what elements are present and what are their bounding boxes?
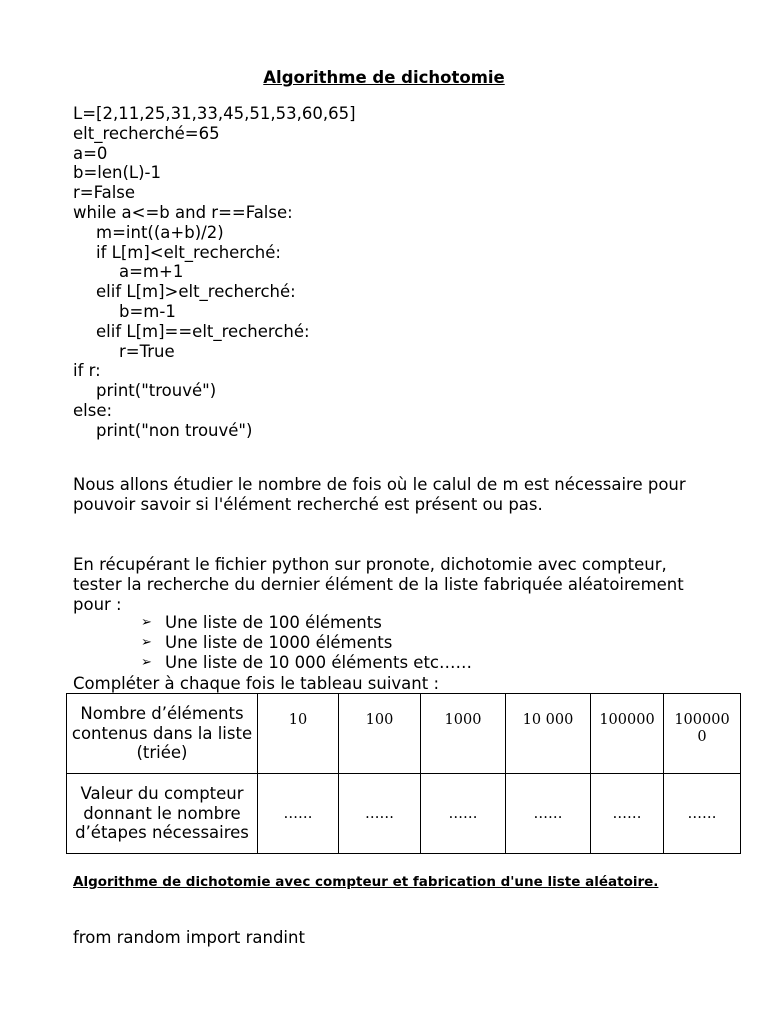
size-cell: 100000 [591, 694, 664, 774]
code-line: b=m-1 [119, 301, 176, 321]
code-line: while a<=b and r==False: [73, 202, 293, 222]
code-line: elif L[m]>elt_recherché: [96, 282, 296, 302]
code-line: if L[m]<elt_recherché: [96, 242, 281, 262]
code-line: m=int((a+b)/2) [96, 222, 224, 242]
paragraph-intro: Nous allons étudier le nombre de fois où le calul de m est nécessaire pour pouvoir savoir si l'élément recherché est présent ou pas. [73, 475, 686, 514]
code-line: elif L[m]==elt_recherché: [96, 321, 310, 341]
bullet-list [141, 613, 472, 673]
code-line: elt_recherché=65 [73, 123, 220, 143]
size-cell: 10 000 [506, 694, 591, 774]
size-cell: 10 [258, 694, 339, 774]
code-line: r=True [119, 341, 175, 361]
results-table [66, 693, 741, 854]
answer-cell[interactable]: …… [591, 774, 664, 854]
arrow-bullet-icon: ➢ [141, 654, 152, 670]
size-cell-wrapped [664, 694, 741, 774]
code-line: print("trouvé") [96, 381, 217, 401]
bullet-item [141, 633, 472, 653]
document-title: Algorithme de dichotomie [263, 68, 505, 87]
paragraph-instructions: En récupérant le fichier python sur pronote, dichotomie avec compteur, tester la recherche du dernier élément de la liste fabriquée aléatoirement pour : [73, 555, 684, 614]
code-line: a=0 [73, 143, 108, 163]
code-line: else: [73, 400, 113, 420]
row-label-counter: Valeur du compteur donnant le nombre d’étapes nécessaires [67, 774, 258, 854]
answer-cell[interactable]: …… [421, 774, 506, 854]
answer-cell[interactable]: …… [339, 774, 421, 854]
row-label-sizes: Nombre d’éléments contenus dans la liste (triée) [67, 694, 258, 774]
answer-cell[interactable]: …… [664, 774, 741, 854]
size-cell: 100 [339, 694, 421, 774]
table-instruction: Compléter à chaque fois le tableau suivant : [73, 674, 440, 693]
code-line: L=[2,11,25,31,33,45,51,53,60,65] [73, 104, 356, 123]
answer-cell[interactable]: …… [506, 774, 591, 854]
bullet-item [141, 653, 472, 673]
size-cell-line1: 100000 [674, 712, 730, 728]
table-row-sizes [67, 694, 741, 774]
section-subtitle: Algorithme de dichotomie avec compteur et fabrication d'une liste aléatoire. [73, 874, 659, 890]
bullet-item [141, 613, 472, 633]
code-line: a=m+1 [119, 262, 184, 282]
bullet-text: Une liste de 10 000 éléments etc…… [165, 652, 472, 672]
bullet-text: Une liste de 1000 éléments [165, 632, 393, 652]
code-line: r=False [73, 183, 136, 203]
code-line: b=len(L)-1 [73, 163, 162, 183]
code-line: if r: [73, 361, 101, 381]
arrow-bullet-icon: ➢ [141, 634, 152, 650]
answer-cell[interactable]: …… [258, 774, 339, 854]
bullet-text: Une liste de 100 éléments [165, 613, 382, 632]
code-block [73, 104, 356, 441]
code-line: print("non trouvé") [96, 420, 253, 440]
size-cell: 1000 [421, 694, 506, 774]
size-cell-line2: 0 [697, 729, 707, 745]
table-row-counter [67, 774, 741, 854]
import-line: from random import randint [73, 928, 305, 947]
arrow-bullet-icon: ➢ [141, 615, 152, 630]
